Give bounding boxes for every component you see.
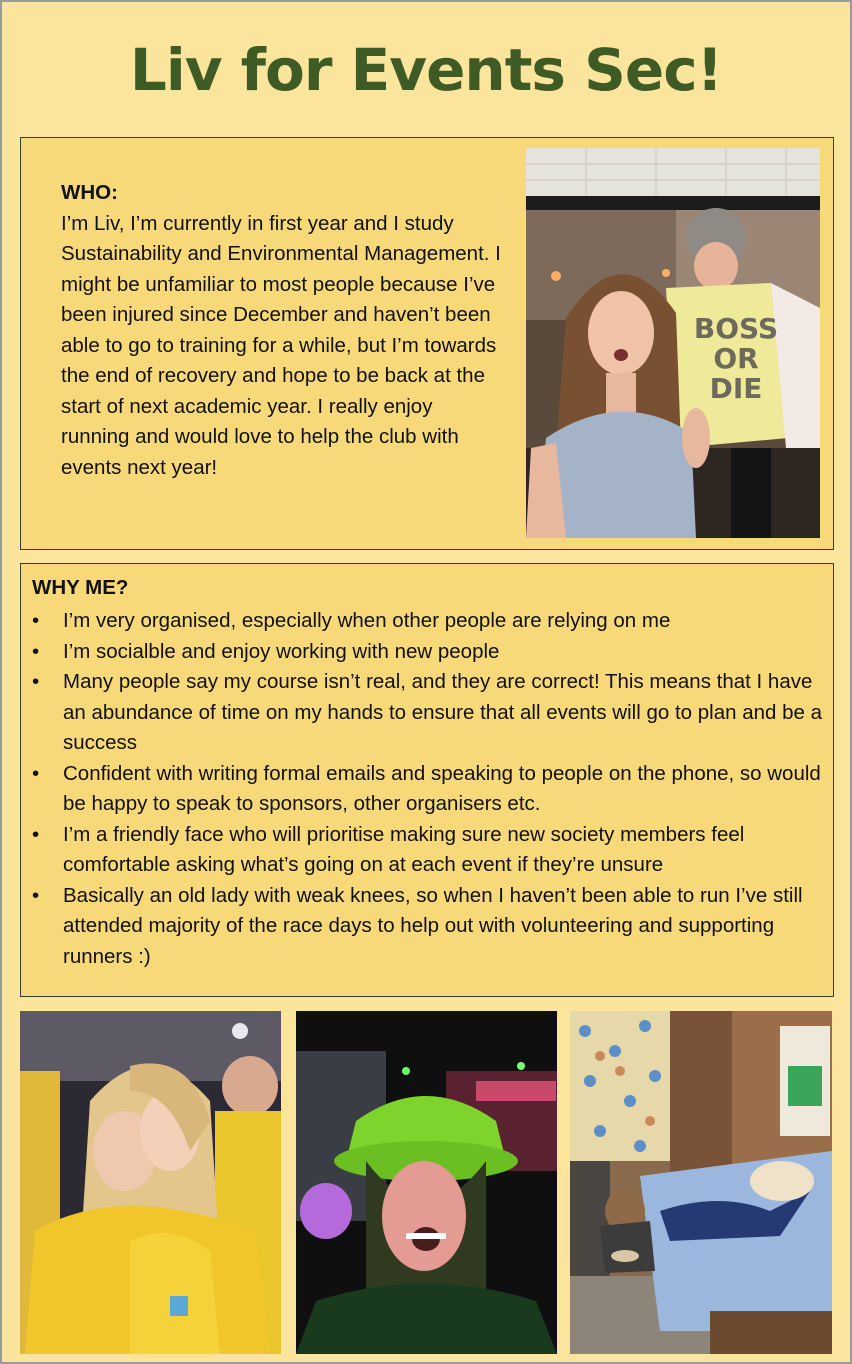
who-heading: WHO: [61,181,118,204]
poster-page [2,2,850,1362]
who-text-block [61,178,501,483]
why-point: • I’m very organised, especially when other people are relying on me [32,606,822,637]
why-point: • Basically an old lady with weak knees, so when I haven’t been able to run I’ve still attended majority of the race days to help out with volunteering and supporting runners :) [32,881,822,973]
photo-hotel-room-image [570,1011,832,1354]
shirt-text-3: DIE [709,372,763,405]
page-title: Liv for Events Sec! [129,36,723,104]
why-list [32,606,822,972]
photo-bucket-hat [296,1011,557,1354]
photo-liv-party [526,148,820,538]
photo-liv-party-image [526,148,820,538]
why-heading: WHY ME? [32,576,129,599]
shirt-text-1: BOSS [693,312,779,345]
why-point: • Confident with writing formal emails and speaking to people on the phone, so would be happy to speak to sponsors, other organisers etc. [32,759,822,820]
shirt-text-2: OR [713,342,759,375]
photo-bucket-hat-image [296,1011,557,1354]
why-point: • I’m a friendly face who will prioritise making sure new society members feel comfortable asking what’s going on at each event if they’re unsure [32,820,822,881]
who-body: I’m Liv, I’m currently in first year and I study Sustainability and Environmental Management. I might be unfamiliar to most people because I’ve been injured since December and haven’t been able to go to training for a while, but I’m towards the end of recovery and hope to be back at the start of next academic year. I really enjoy running and would love to help the club with events next year! [61,211,501,479]
photo-friends-hug [20,1011,281,1354]
photo-friends-hug-image [20,1011,281,1354]
why-me-section [20,563,834,997]
why-point: • Many people say my course isn’t real, and they are correct! This means that I have an abundance of time on my hands to ensure that all events will go to plan and be a success [32,667,822,759]
photo-hotel-room [570,1011,832,1354]
why-point: • I’m socialble and enjoy working with new people [32,637,822,668]
